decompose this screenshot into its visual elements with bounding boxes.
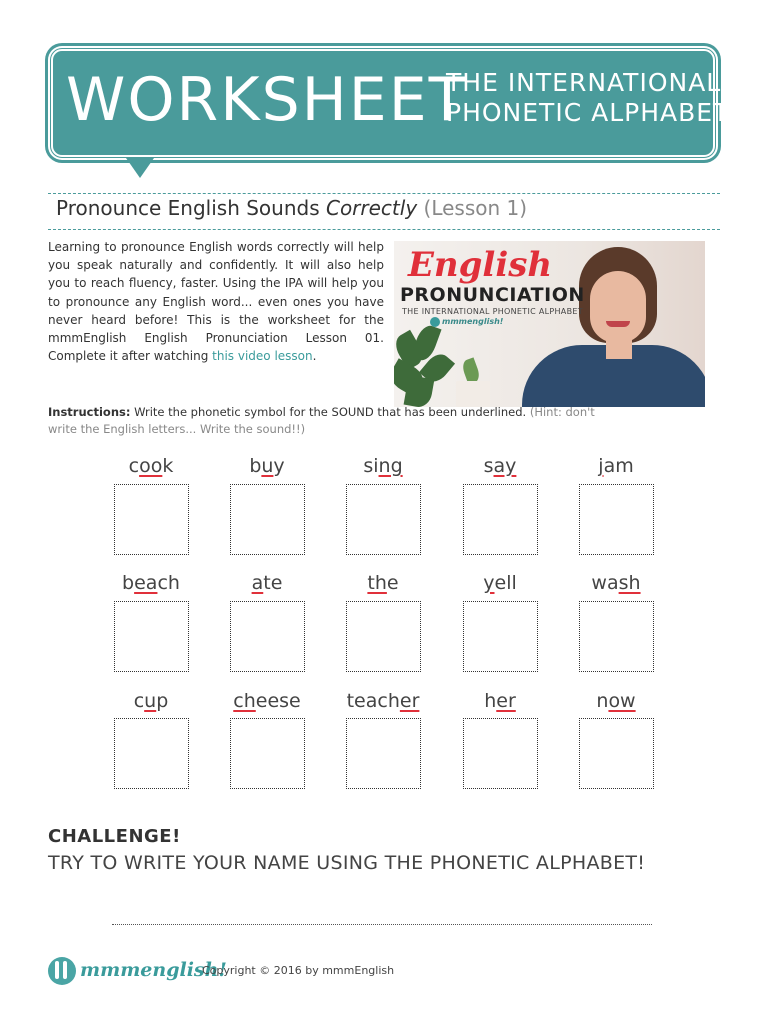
answer-box[interactable]: [230, 718, 305, 789]
target-word: buy: [249, 455, 285, 477]
target-word: the: [367, 572, 399, 594]
thumb-logo-text: mmmenglish!: [442, 317, 504, 326]
target-word: ate: [251, 572, 283, 594]
mmmenglish-logo-text: mmmenglish!: [80, 959, 227, 981]
video-lesson-link[interactable]: this video lesson: [212, 349, 313, 364]
target-word: her: [484, 690, 516, 712]
underlined-sound: ay: [493, 455, 517, 477]
worksheet-subtitle: [446, 68, 729, 128]
target-word: jam: [598, 455, 634, 477]
answer-box[interactable]: [346, 718, 421, 789]
underlined-sound: j: [598, 455, 604, 477]
underlined-sound: sh: [618, 572, 641, 594]
answer-box[interactable]: [230, 601, 305, 672]
underlined-sound: y: [483, 572, 495, 594]
answer-box[interactable]: [463, 718, 538, 789]
divider-top: [48, 193, 720, 194]
thumb-logo-icon: [430, 317, 440, 327]
thumb-english-title: English: [408, 245, 553, 285]
thumb-ipa-subtitle: THE INTERNATIONAL PHONETIC ALPHABET: [402, 307, 583, 316]
person-face: [590, 271, 646, 343]
target-word: wash: [591, 572, 641, 594]
underlined-sound: a: [251, 572, 264, 594]
instructions-hint: (Hint: don't write the English letters... Write the sound!!): [48, 405, 595, 436]
target-word: cook: [128, 455, 174, 477]
underlined-sound: u: [144, 690, 157, 712]
subtitle-line-1: THE INTERNATIONAL: [446, 68, 722, 97]
copyright-text: Copyright © 2016 by mmmEnglish: [202, 964, 395, 977]
target-word: beach: [122, 572, 180, 594]
intro-end: .: [312, 349, 317, 364]
target-word: yell: [483, 572, 517, 594]
target-word: now: [596, 690, 636, 712]
intro-paragraph: [48, 238, 384, 365]
underlined-sound: ea: [134, 572, 158, 594]
subtitle-line-2: PHONETIC ALPHABET: [446, 98, 730, 127]
instructions-label: Instructions:: [48, 405, 131, 419]
answer-box[interactable]: [579, 718, 654, 789]
lesson-number: (Lesson 1): [417, 196, 528, 220]
target-word: cheese: [233, 690, 301, 712]
lesson-title: [56, 196, 527, 220]
answer-box[interactable]: [230, 484, 305, 555]
lesson-title-italic: Correctly: [325, 196, 418, 220]
instructions: [48, 404, 608, 438]
underlined-sound: er: [496, 690, 516, 712]
target-word: sing: [363, 455, 403, 477]
mmmenglish-logo-icon: [48, 957, 76, 985]
underlined-sound: oo: [139, 455, 163, 477]
name-writing-line[interactable]: [112, 924, 652, 925]
target-word: say: [483, 455, 517, 477]
instructions-text: Write the phonetic symbol for the SOUND that has been underlined.: [130, 405, 530, 419]
challenge-heading: CHALLENGE!: [48, 826, 181, 847]
underlined-sound: er: [399, 690, 420, 712]
banner-tail: [126, 158, 154, 178]
answer-box[interactable]: [114, 718, 189, 789]
answer-box[interactable]: [346, 601, 421, 672]
answer-box[interactable]: [114, 484, 189, 555]
answer-box[interactable]: [346, 484, 421, 555]
challenge-text: TRY TO WRITE YOUR NAME USING THE PHONETIC ALPHABET!: [48, 852, 646, 874]
underlined-sound: ow: [608, 690, 636, 712]
answer-box[interactable]: [463, 484, 538, 555]
target-word: cup: [133, 690, 169, 712]
video-thumbnail[interactable]: [394, 241, 705, 407]
underlined-sound: u: [261, 455, 274, 477]
answer-box[interactable]: [114, 601, 189, 672]
underlined-sound: th: [367, 572, 387, 594]
answer-box[interactable]: [463, 601, 538, 672]
worksheet-title: WORKSHEET: [66, 65, 468, 135]
target-word: teacher: [346, 690, 420, 712]
underlined-sound: ch: [233, 690, 256, 712]
lesson-title-main: Pronounce English Sounds: [56, 196, 326, 220]
intro-text: Learning to pronounce English words correctly will help you speak naturally and confidently. It will also help you to reach fluency, faster. Using the IPA will help you to pronounce any English word... even ones you have never heard before! This is the worksheet for the mmmEnglish English Pronunciation Lesson 01. Complete it after watching: [48, 240, 384, 364]
thumb-pronunciation-title: PRONUNCIATION: [400, 284, 585, 306]
answer-box[interactable]: [579, 601, 654, 672]
answer-box[interactable]: [579, 484, 654, 555]
person-mouth: [606, 321, 630, 327]
divider-bottom: [48, 229, 720, 230]
underlined-sound: ng: [378, 455, 403, 477]
